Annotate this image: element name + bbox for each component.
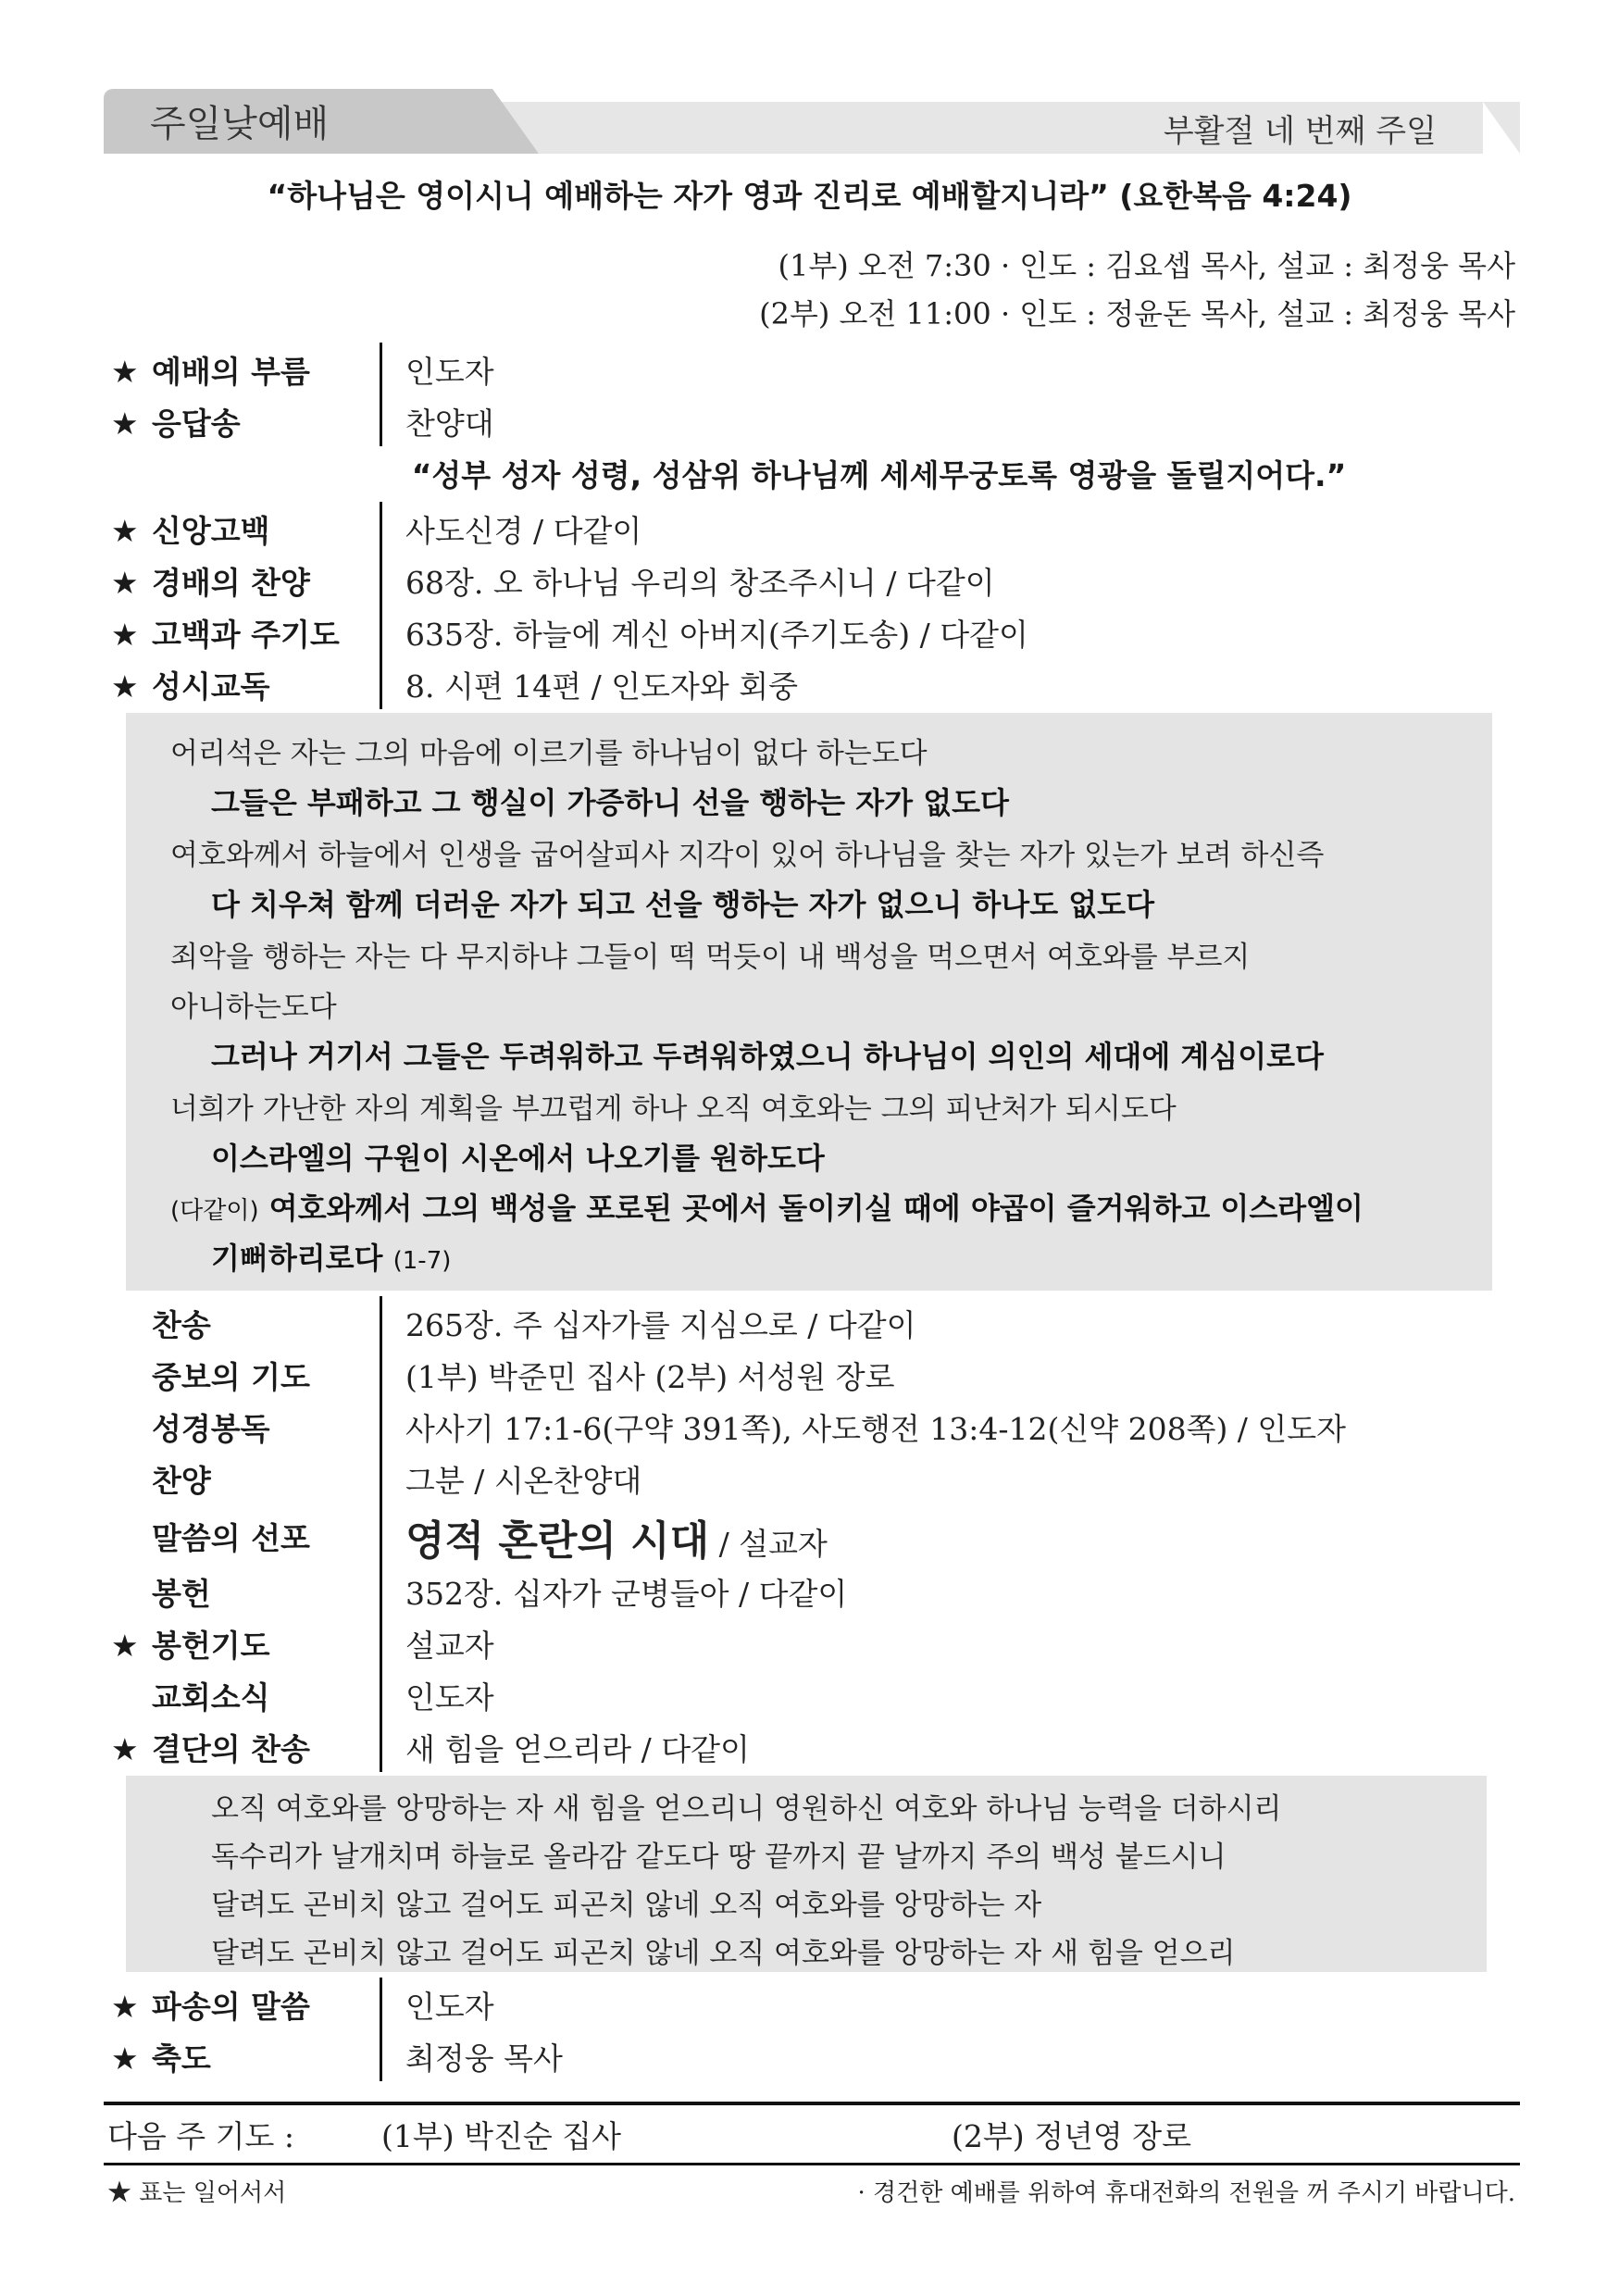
order-value: 인도자	[405, 354, 494, 390]
order-value: 352장. 십자가 군병들아 / 다같이	[405, 1576, 848, 1612]
order-label: ★ 결단의 찬송	[111, 1731, 310, 1767]
order-value: 인도자	[405, 1679, 494, 1716]
page-header	[104, 89, 1520, 154]
order-label: 찬송	[152, 1307, 211, 1343]
order-value: 영적 혼란의 시대 / 설교자	[405, 1517, 828, 1565]
order-value: 그분 / 시온찬양대	[405, 1463, 642, 1499]
order-row	[111, 502, 1527, 554]
order-label: ★ 경배의 찬양	[111, 565, 310, 601]
page-subtitle: 부활절 네 번째 주일	[1163, 113, 1437, 150]
doxology-text: “성부 성자 성령, 성삼위 하나님께 세세무궁토록 영광을 돌릴지어다.”	[411, 457, 1347, 493]
order-row	[111, 394, 1527, 446]
order-label: ★ 예배의 부름	[111, 354, 310, 390]
reading-line: 다 치우쳐 함께 더러운 자가 되고 선을 행하는 자가 없으니 하나도 없도다	[211, 887, 1154, 922]
divider	[380, 1400, 382, 1452]
divider	[380, 343, 382, 394]
divider	[380, 1720, 382, 1772]
order-value: 8. 시편 14편 / 인도자와 회중	[405, 668, 798, 705]
order-row	[111, 605, 1527, 657]
divider	[380, 1348, 382, 1400]
divider	[380, 1452, 382, 1504]
footer-top-rule	[104, 2102, 1520, 2105]
order-value: 635장. 하늘에 계신 아버지(주기도송) / 다같이	[405, 617, 1028, 653]
order-label: ★ 응답송	[111, 406, 241, 442]
order-row	[111, 1616, 1527, 1668]
service-time-1: (1부) 오전 7:30 · 인도 : 김요셉 목사, 설교 : 최정웅 목사	[778, 248, 1515, 283]
divider	[380, 1616, 382, 1668]
order-value: 265장. 주 십자가를 지심으로 / 다같이	[405, 1307, 916, 1343]
order-row	[111, 1504, 1527, 1565]
order-value: 새 힘을 얻으리라 / 다같이	[405, 1731, 750, 1767]
order-label: ★ 고백과 주기도	[111, 617, 340, 653]
order-row	[111, 1720, 1527, 1772]
order-label: ★ 신앙고백	[111, 513, 270, 549]
divider	[380, 2029, 382, 2081]
order-value: 설교자	[405, 1628, 494, 1664]
service-time-2: (2부) 오전 11:00 · 인도 : 정윤돈 목사, 설교 : 최정웅 목사	[759, 296, 1515, 331]
reading-reference: (1-7)	[392, 1247, 452, 1275]
reading-line: 아니하는도다	[170, 991, 337, 1024]
standing-note: ★ 표는 일어서서	[107, 2179, 287, 2207]
next-week-first: (1부) 박진순 집사	[381, 2118, 621, 2154]
order-value: 인도자	[405, 1989, 494, 2025]
divider	[380, 502, 382, 554]
divider	[380, 554, 382, 605]
reading-line: 기뻐하리로다 (1-7)	[211, 1241, 452, 1276]
order-label: 봉헌	[152, 1576, 211, 1612]
reading-line: 여호와께서 하늘에서 인생을 굽어살피사 지각이 있어 하나님을 찾는 자가 있는가 보려 하신즉	[170, 839, 1325, 872]
order-row	[111, 343, 1527, 394]
order-row	[111, 554, 1527, 605]
order-label: 성경봉독	[152, 1411, 270, 1447]
order-label: 찬양	[152, 1463, 211, 1499]
page-title: 주일낮예배	[150, 103, 330, 145]
reading-line: 죄악을 행하는 자는 다 무지하냐 그들이 떡 먹듯이 내 백성을 먹으면서 여호와를 부르지	[170, 941, 1251, 974]
order-label: 말씀의 선포	[152, 1520, 310, 1556]
reading-line: (다같이) 여호와께서 그의 백성을 포로된 곳에서 돌이키실 때에 야곱이 즐거워하고 이스라엘이	[170, 1191, 1364, 1226]
divider	[380, 1668, 382, 1720]
reading-line: 그들은 부패하고 그 행실이 가증하니 선을 행하는 자가 없도다	[211, 785, 1009, 820]
order-label: 교회소식	[152, 1679, 270, 1716]
lyric-line: 달려도 곤비치 않고 걸어도 피곤치 않네 오직 여호와를 앙망하는 자 새 힘을 얻으리	[211, 1937, 1236, 1970]
order-row	[111, 1978, 1527, 2029]
next-week-label: 다음 주 기도 :	[107, 2118, 294, 2154]
divider	[380, 1504, 382, 1565]
divider	[380, 1978, 382, 2029]
phone-note: · 경건한 예배를 위하여 휴대전화의 전원을 꺼 주시기 바랍니다.	[857, 2179, 1515, 2207]
divider	[380, 657, 382, 709]
lyric-line: 달려도 곤비치 않고 걸어도 피곤치 않네 오직 여호와를 앙망하는 자	[211, 1889, 1042, 1922]
motto-verse: “하나님은 영이시니 예배하는 자가 영과 진리로 예배할지니라” (요한복음 4:24)	[267, 178, 1352, 214]
reading-line: 이스라엘의 구원이 시온에서 나오기를 원하도다	[211, 1141, 825, 1176]
order-value: 사사기 17:1-6(구약 391쪽), 사도행전 13:4-12(신약 208쪽) / 인도자	[405, 1411, 1347, 1447]
order-row	[111, 1348, 1527, 1400]
reading-line: 너희가 가난한 자의 계획을 부끄럽게 하나 오직 여호와는 그의 피난처가 되시도다	[170, 1092, 1177, 1126]
divider	[380, 605, 382, 657]
divider	[380, 1296, 382, 1348]
order-value: 사도신경 / 다같이	[405, 513, 642, 549]
order-value: 68장. 오 하나님 우리의 창조주시니 / 다같이	[405, 565, 995, 601]
order-row	[111, 1400, 1527, 1452]
divider	[380, 1565, 382, 1616]
order-row	[111, 1668, 1527, 1720]
reading-all-marker: (다같이)	[170, 1197, 259, 1225]
sermon-title: 영적 혼란의 시대	[405, 1517, 710, 1565]
order-value: (1부) 박준민 집사 (2부) 서성원 장로	[405, 1359, 895, 1395]
order-label: ★ 성시교독	[111, 668, 270, 705]
reading-line: 어리석은 자는 그의 마음에 이르기를 하나님이 없다 하는도다	[170, 737, 928, 770]
order-row	[111, 1296, 1527, 1348]
order-label: 중보의 기도	[152, 1359, 310, 1395]
order-row	[111, 2029, 1527, 2081]
order-value: 최정웅 목사	[405, 2040, 563, 2077]
order-row	[111, 1452, 1527, 1504]
reading-line: 그러나 거기서 그들은 두려워하고 두려워하였으니 하나님이 의인의 세대에 계심이로다	[211, 1039, 1324, 1074]
next-week-second: (2부) 정년영 장로	[952, 2118, 1191, 2154]
divider	[380, 394, 382, 446]
order-label: ★ 축도	[111, 2040, 211, 2077]
order-row	[111, 657, 1527, 709]
order-value: 찬양대	[405, 406, 494, 442]
order-label: ★ 봉헌기도	[111, 1628, 270, 1664]
lyric-line: 독수리가 날개치며 하늘로 올라감 같도다 땅 끝까지 끝 날까지 주의 백성 붙드시니	[211, 1841, 1227, 1874]
footer-bottom-rule	[104, 2163, 1520, 2165]
lyric-line: 오직 여호와를 앙망하는 자 새 힘을 얻으리니 영원하신 여호와 하나님 능력을 더하시리	[211, 1792, 1282, 1826]
order-label: ★ 파송의 말씀	[111, 1989, 310, 2025]
order-row	[111, 1565, 1527, 1616]
